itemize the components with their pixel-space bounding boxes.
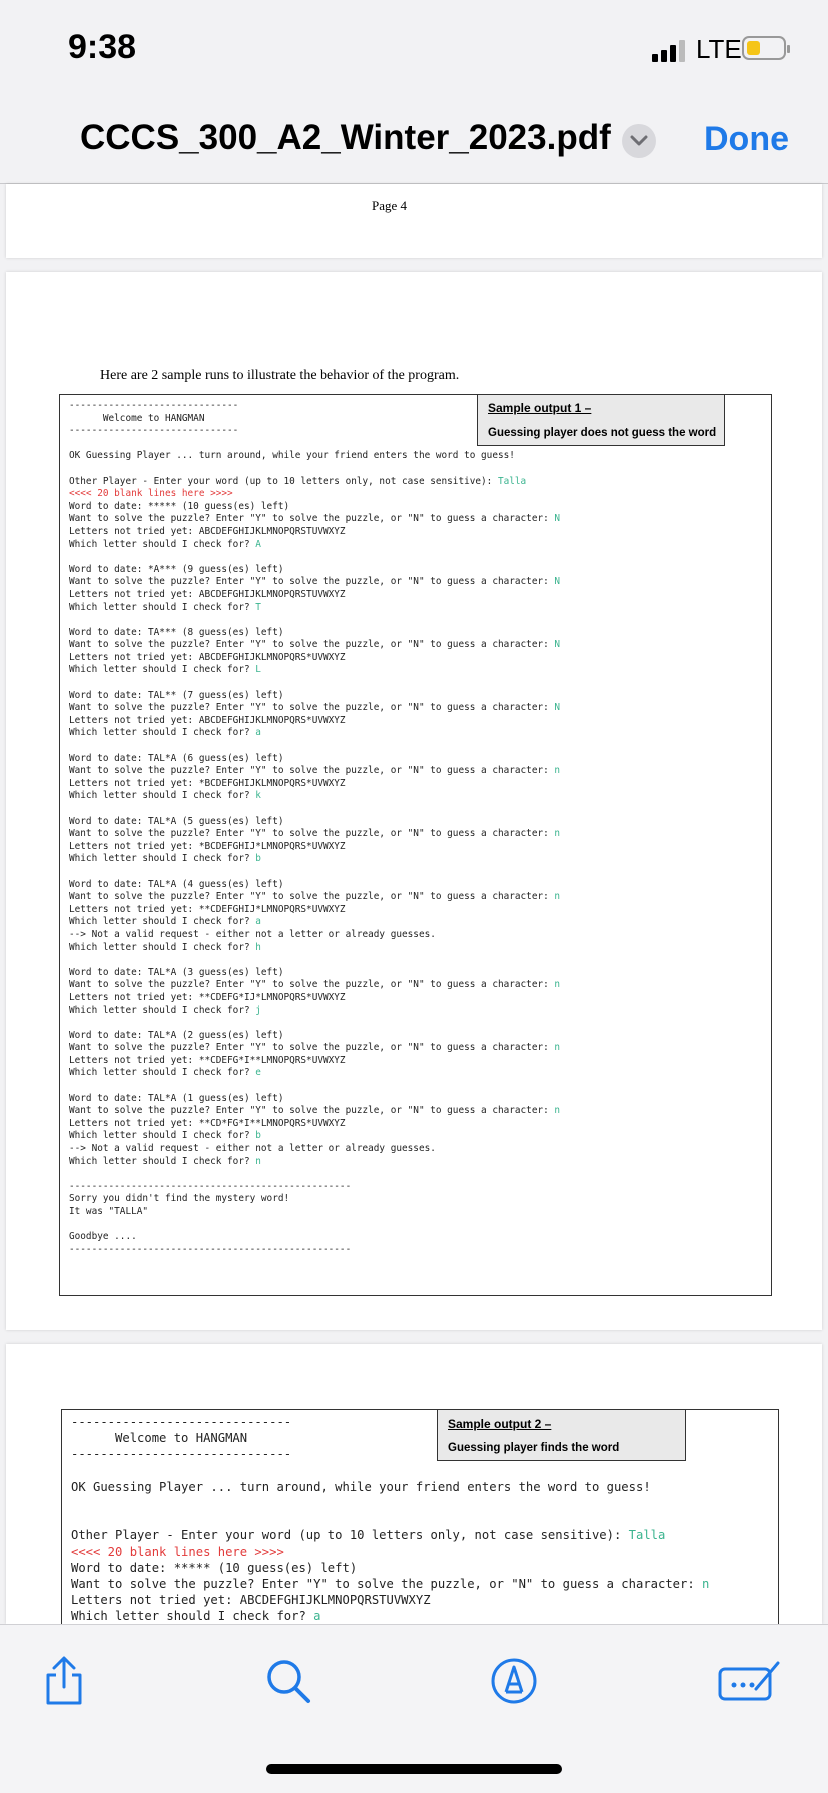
- console-line: [69, 690, 560, 703]
- console-text: Word to date: TAL*A (4 guess(es) left): [69, 878, 284, 890]
- console-line: [69, 1093, 560, 1106]
- console-line: [69, 942, 560, 955]
- console-line: [71, 1495, 709, 1511]
- share-icon[interactable]: [42, 1655, 86, 1712]
- console-text: Which letter should I check for?: [69, 1155, 256, 1167]
- console-text: Which letter should I check for?: [69, 1130, 256, 1142]
- console-text: Want to solve the puzzle? Enter "Y" to solve the puzzle, or "N" to guess a character:: [69, 576, 555, 588]
- user-input-text: n: [255, 1155, 261, 1167]
- console-text: Word to date: TAL*A (3 guess(es) left): [69, 966, 284, 978]
- console-text: ------------------------------: [71, 1447, 292, 1462]
- console-text: Sorry you didn't find the mystery word!: [69, 1193, 290, 1205]
- markup-icon[interactable]: [490, 1655, 538, 1712]
- user-input-text: e: [255, 1067, 261, 1079]
- user-input-text: b: [255, 1130, 261, 1142]
- console-line: [71, 1576, 709, 1592]
- console-line: [69, 841, 560, 854]
- console-text: Other Player - Enter your word (up to 10 letters only, not case sensitive):: [69, 475, 498, 487]
- battery-icon: [742, 36, 786, 60]
- user-input-text: n: [702, 1576, 710, 1591]
- console-text: Word to date: TAL*A (1 guess(es) left): [69, 1092, 284, 1104]
- console-line: [71, 1608, 709, 1622]
- console-line: [69, 853, 560, 866]
- console-text: Letters not tried yet: **CDEFG*IJ*LMNOPQRS*UVWXYZ: [69, 991, 346, 1003]
- console-line: [69, 551, 560, 564]
- console-text: --> Not a valid request - either not a letter or already guesses.: [69, 1143, 436, 1155]
- console-text: OK Guessing Player ... turn around, while your friend enters the word to guess!: [71, 1479, 651, 1494]
- console-text: Word to date: *A*** (9 guess(es) left): [69, 563, 284, 575]
- console-text: Which letter should I check for?: [69, 538, 256, 550]
- console-line: [69, 652, 560, 665]
- user-input-text: n: [554, 1042, 561, 1054]
- console-line: [69, 1206, 560, 1219]
- console-line: [69, 828, 560, 841]
- console-line: [69, 816, 560, 829]
- console-line: [71, 1527, 709, 1543]
- console-text: Welcome to HANGMAN: [71, 1431, 248, 1446]
- console-line: [69, 904, 560, 917]
- console-text: Letters not tried yet: ABCDEFGHIJKLMNOPQRS*UVWXYZ: [69, 651, 346, 663]
- console-line: [69, 954, 560, 967]
- console-line: [69, 450, 560, 463]
- console-line: [69, 1005, 560, 1018]
- console-line: [69, 1080, 560, 1093]
- console-line: [69, 589, 560, 602]
- console-text: ------------------------------: [69, 425, 239, 437]
- console-text: Which letter should I check for?: [69, 727, 256, 739]
- console-text: ------------------------------: [71, 1415, 292, 1429]
- user-input-text: T: [255, 601, 261, 613]
- console-line: [69, 614, 560, 627]
- console-line: [69, 438, 560, 451]
- console-text: Want to solve the puzzle? Enter "Y" to solve the puzzle, or "N" to guess a character:: [69, 1105, 555, 1117]
- user-input-text: h: [255, 941, 261, 953]
- console-text: --------------------------------------------------: [69, 1180, 352, 1192]
- user-input-text: n: [554, 891, 561, 903]
- console-line: [69, 1193, 560, 1206]
- console-line: [69, 1067, 560, 1080]
- title-menu-chevron-icon[interactable]: [622, 124, 656, 158]
- console-line: [69, 740, 560, 753]
- console-line: [69, 602, 560, 615]
- console-text: OK Guessing Player ... turn around, while your friend enters the word to guess!: [69, 450, 515, 462]
- console-text: Letters not tried yet: **CD*FG*I**LMNOPQRS*UVWXYZ: [69, 1117, 346, 1129]
- user-input-text: k: [255, 790, 261, 802]
- console-line: [69, 879, 560, 892]
- console-text: Want to solve the puzzle? Enter "Y" to solve the puzzle, or "N" to guess a character:: [69, 639, 555, 651]
- console-line: [69, 501, 560, 514]
- console-line: [69, 400, 560, 413]
- console-line: [69, 1156, 560, 1169]
- console-text: Which letter should I check for?: [69, 916, 256, 928]
- user-input-text: n: [554, 979, 561, 991]
- console-text: Want to solve the puzzle? Enter "Y" to solve the puzzle, or "N" to guess a character:: [69, 513, 555, 525]
- user-input-text: j: [255, 1004, 261, 1016]
- console-text: Which letter should I check for?: [69, 601, 256, 613]
- console-line: [69, 866, 560, 879]
- console-line: [69, 463, 560, 476]
- home-indicator[interactable]: [266, 1764, 562, 1774]
- cellular-signal-icon: [652, 38, 692, 62]
- console-output-2: [71, 1414, 709, 1622]
- console-text: Letters not tried yet: **CDEFGHIJ*LMNOPQRS*UVWXYZ: [69, 903, 346, 915]
- sample-1-subtitle: Guessing player does not guess the word: [488, 427, 717, 439]
- console-line: [69, 539, 560, 552]
- console-line: [69, 425, 560, 438]
- console-text: Welcome to HANGMAN: [69, 412, 205, 424]
- console-line: [69, 664, 560, 677]
- pdf-page-top: [6, 184, 822, 258]
- console-text: Word to date: TAL** (7 guess(es) left): [69, 689, 284, 701]
- console-line: [69, 778, 560, 791]
- console-line: [69, 1181, 560, 1194]
- console-text: It was "TALLA": [69, 1206, 149, 1217]
- done-button[interactable]: Done: [704, 120, 789, 158]
- search-icon[interactable]: [264, 1655, 312, 1712]
- console-text: Word to date: TAL*A (2 guess(es) left): [69, 1029, 284, 1041]
- console-output-1: [69, 400, 560, 1256]
- console-text: Want to solve the puzzle? Enter "Y" to solve the puzzle, or "N" to guess a character:: [69, 1042, 555, 1054]
- console-line: [69, 1244, 560, 1257]
- console-line: [69, 1055, 560, 1068]
- console-text: Which letter should I check for?: [69, 853, 256, 865]
- console-line: [71, 1414, 709, 1430]
- user-input-text: n: [554, 1105, 561, 1117]
- user-input-text: Talla: [497, 475, 527, 487]
- page-number-label: Page 4: [372, 198, 408, 213]
- user-input-text: N: [554, 576, 561, 588]
- sample-2-subtitle: Guessing player finds the word: [448, 1442, 620, 1454]
- console-line: [69, 413, 560, 426]
- console-line: [69, 627, 560, 640]
- console-text: Word to date: TAL*A (5 guess(es) left): [69, 815, 284, 827]
- console-text: Want to solve the puzzle? Enter "Y" to solve the puzzle, or "N" to guess a character:: [69, 702, 555, 714]
- console-text: --> Not a valid request - either not a letter or already guesses.: [69, 928, 436, 940]
- console-text: Letters not tried yet: *BCDEFGHIJKLMNOPQRS*UVWXYZ: [69, 777, 346, 789]
- document-title[interactable]: CCCS_300_A2_Winter_2023.pdf: [80, 118, 611, 157]
- sample-2-title: Sample output 2 –: [448, 1417, 552, 1431]
- user-input-text: a: [313, 1609, 321, 1622]
- status-time: 9:38: [68, 28, 137, 66]
- console-line: [69, 916, 560, 929]
- user-input-text: n: [554, 828, 561, 840]
- note-text: <<<< 20 blank lines here >>>>: [69, 488, 233, 500]
- console-line: [71, 1592, 709, 1608]
- console-line: [69, 891, 560, 904]
- console-line: [69, 1118, 560, 1131]
- console-line: [71, 1511, 709, 1527]
- console-text: Word to date: ***** (10 guess(es) left): [69, 500, 290, 512]
- console-text: Which letter should I check for?: [69, 1067, 256, 1079]
- console-line: [69, 576, 560, 589]
- console-line: [69, 1130, 560, 1143]
- console-text: Want to solve the puzzle? Enter "Y" to solve the puzzle, or "N" to guess a character:: [69, 979, 555, 991]
- console-line: [71, 1446, 709, 1462]
- console-line: [69, 526, 560, 539]
- console-text: Letters not tried yet: ABCDEFGHIJKLMNOPQRSTUVWXYZ: [69, 525, 346, 537]
- sample-1-title: Sample output 1 –: [488, 401, 592, 415]
- console-line: [69, 1042, 560, 1055]
- console-line: [71, 1479, 709, 1495]
- console-line: [69, 702, 560, 715]
- console-text: Letters not tried yet: ABCDEFGHIJKLMNOPQRS*UVWXYZ: [69, 714, 346, 726]
- intro-text: Here are 2 sample runs to illustrate the behavior of the program.: [100, 368, 460, 383]
- console-text: --------------------------------------------------: [69, 1243, 352, 1255]
- console-line: [71, 1544, 709, 1560]
- console-line: [69, 1017, 560, 1030]
- user-input-text: A: [255, 538, 261, 550]
- console-line: [69, 727, 560, 740]
- console-text: Letters not tried yet: **CDEFG*I**LMNOPQRS*UVWXYZ: [69, 1054, 346, 1066]
- console-line: [71, 1430, 709, 1446]
- console-line: [71, 1463, 709, 1479]
- console-line: [69, 753, 560, 766]
- console-text: ------------------------------: [69, 400, 239, 411]
- note-text: <<<< 20 blank lines here >>>>: [71, 1544, 284, 1559]
- console-text: Which letter should I check for?: [69, 664, 256, 676]
- console-text: Other Player - Enter your word (up to 10 letters only, not case sensitive):: [71, 1528, 629, 1543]
- console-line: [69, 1105, 560, 1118]
- user-input-text: N: [554, 702, 561, 714]
- console-text: Want to solve the puzzle? Enter "Y" to solve the puzzle, or "N" to guess a character:: [69, 891, 555, 903]
- console-line: [69, 765, 560, 778]
- console-line: [69, 1030, 560, 1043]
- console-line: [69, 476, 560, 489]
- console-text: Want to solve the puzzle? Enter "Y" to solve the puzzle, or "N" to guess a character:: [69, 765, 555, 777]
- user-input-text: a: [255, 916, 261, 928]
- console-line: [69, 790, 560, 803]
- console-line: [69, 929, 560, 942]
- console-text: Which letter should I check for?: [69, 790, 256, 802]
- console-text: Word to date: ***** (10 guess(es) left): [71, 1560, 358, 1575]
- console-text: Want to solve the puzzle? Enter "Y" to solve the puzzle, or "N" to guess a character:: [71, 1576, 703, 1591]
- console-line: [69, 1231, 560, 1244]
- console-text: Word to date: TAL*A (6 guess(es) left): [69, 752, 284, 764]
- console-text: Want to solve the puzzle? Enter "Y" to solve the puzzle, or "N" to guess a character:: [69, 828, 555, 840]
- console-line: [69, 513, 560, 526]
- console-text: Which letter should I check for?: [69, 941, 256, 953]
- console-text: Word to date: TA*** (8 guess(es) left): [69, 626, 284, 638]
- console-line: [69, 677, 560, 690]
- status-bar: [0, 0, 828, 100]
- console-line: [69, 1219, 560, 1232]
- user-input-text: N: [554, 639, 561, 651]
- user-input-text: a: [255, 727, 261, 739]
- console-line: [69, 979, 560, 992]
- console-line: [69, 1143, 560, 1156]
- user-input-text: Talla: [628, 1528, 666, 1543]
- user-input-text: N: [554, 513, 561, 525]
- console-text: Goodbye ....: [69, 1231, 137, 1243]
- network-type: LTE: [696, 34, 742, 64]
- console-text: Letters not tried yet: ABCDEFGHIJKLMNOPQRSTUVWXYZ: [71, 1593, 431, 1608]
- console-line: [69, 639, 560, 652]
- console-line: [69, 715, 560, 728]
- console-text: Letters not tried yet: ABCDEFGHIJKLMNOPQRSTUVWXYZ: [69, 588, 346, 600]
- console-line: [69, 803, 560, 816]
- console-line: [69, 488, 560, 501]
- console-line: [69, 992, 560, 1005]
- console-text: Which letter should I check for?: [71, 1609, 314, 1622]
- console-line: [69, 564, 560, 577]
- user-input-text: n: [554, 765, 561, 777]
- user-input-text: L: [255, 664, 261, 676]
- console-line: [69, 1168, 560, 1181]
- console-line: [71, 1560, 709, 1576]
- console-text: Letters not tried yet: *BCDEFGHIJ*LMNOPQRS*UVWXYZ: [69, 840, 346, 852]
- user-input-text: b: [255, 853, 261, 865]
- console-text: Which letter should I check for?: [69, 1004, 256, 1016]
- fill-sign-icon[interactable]: [716, 1655, 784, 1712]
- console-line: [69, 967, 560, 980]
